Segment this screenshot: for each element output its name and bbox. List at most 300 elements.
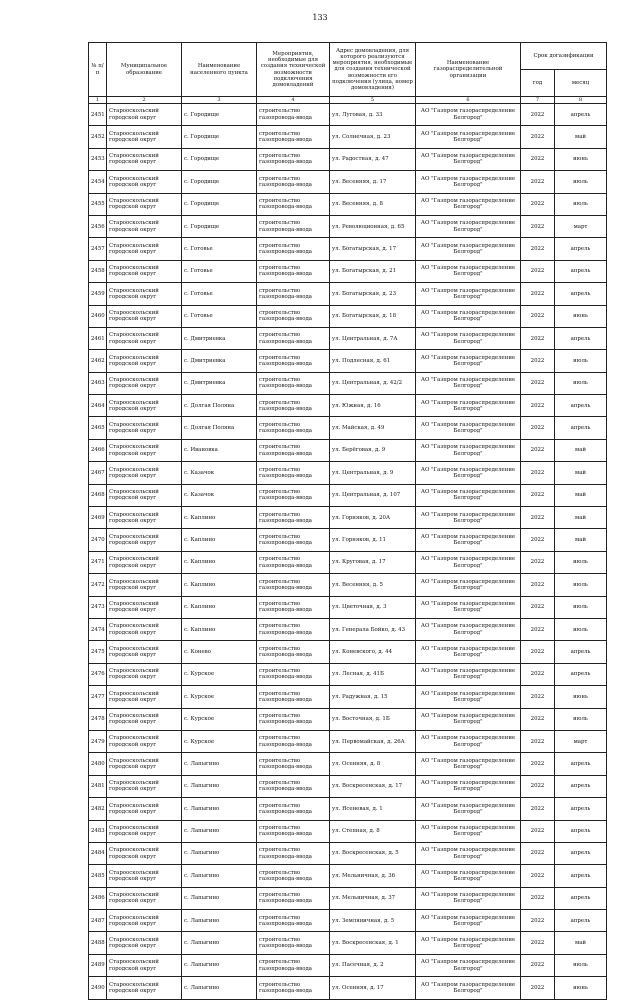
year-cell: 2022	[521, 932, 555, 954]
month-cell: июль	[555, 954, 607, 976]
org-cell: АО "Газпром газораспределение Белгород"	[416, 484, 521, 506]
row-number: 2480	[89, 753, 107, 775]
row-number: 2467	[89, 462, 107, 484]
settlement-cell: с. Ивановка	[182, 439, 257, 461]
table-row	[89, 215, 607, 237]
table-row	[89, 395, 607, 417]
municipality-cell: Старооскольский городской округ	[107, 484, 182, 506]
settlement-cell: с. Готовье	[182, 238, 257, 260]
year-cell: 2022	[521, 484, 555, 506]
year-cell: 2022	[521, 126, 555, 148]
year-cell: 2022	[521, 977, 555, 999]
year-cell: 2022	[521, 842, 555, 864]
table-row	[89, 574, 607, 596]
measures-cell: строительство газопровода-ввода	[257, 842, 330, 864]
address-cell: ул. Земляничная, д. 5	[330, 910, 416, 932]
address-cell: ул. Осенняя, д. 8	[330, 753, 416, 775]
org-cell: АО "Газпром газораспределение Белгород"	[416, 596, 521, 618]
year-cell: 2022	[521, 596, 555, 618]
org-cell: АО "Газпром газораспределение Белгород"	[416, 753, 521, 775]
address-cell: ул. Осенняя, д. 17	[330, 977, 416, 999]
measures-cell: строительство газопровода-ввода	[257, 193, 330, 215]
year-cell: 2022	[521, 618, 555, 640]
measures-cell: строительство газопровода-ввода	[257, 439, 330, 461]
year-cell: 2022	[521, 663, 555, 685]
address-cell: ул. Богатырская, д. 18	[330, 305, 416, 327]
org-cell: АО "Газпром газораспределение Белгород"	[416, 126, 521, 148]
address-cell: ул. Ясеневая, д. 1	[330, 798, 416, 820]
settlement-cell: с. Лапыгино	[182, 887, 257, 909]
row-number: 2464	[89, 395, 107, 417]
year-cell: 2022	[521, 462, 555, 484]
row-number: 2482	[89, 798, 107, 820]
month-cell: апрель	[555, 910, 607, 932]
table-row	[89, 148, 607, 170]
row-number: 2479	[89, 730, 107, 752]
municipality-cell: Старооскольский городской округ	[107, 507, 182, 529]
row-number: 2477	[89, 686, 107, 708]
year-cell: 2022	[521, 215, 555, 237]
org-cell: АО "Газпром газораспределение Белгород"	[416, 327, 521, 349]
settlement-cell: с. Лапыгино	[182, 954, 257, 976]
address-cell: ул. Весенняя, д. 5	[330, 574, 416, 596]
org-cell: АО "Газпром газораспределение Белгород"	[416, 193, 521, 215]
column-number-row	[89, 97, 607, 104]
address-cell: ул. Центральная, д. 9	[330, 462, 416, 484]
address-cell: ул. Южная, д. 16	[330, 395, 416, 417]
measures-cell: строительство газопровода-ввода	[257, 753, 330, 775]
table-row	[89, 775, 607, 797]
settlement-cell: с. Курское	[182, 708, 257, 730]
year-cell: 2022	[521, 327, 555, 349]
table-row	[89, 126, 607, 148]
table-row	[89, 753, 607, 775]
table-row	[89, 372, 607, 394]
settlement-cell: с. Каплино	[182, 507, 257, 529]
municipality-cell: Старооскольский городской округ	[107, 887, 182, 909]
org-cell: АО "Газпром газораспределение Белгород"	[416, 574, 521, 596]
municipality-cell: Старооскольский городской округ	[107, 238, 182, 260]
org-cell: АО "Газпром газораспределение Белгород"	[416, 395, 521, 417]
measures-cell: строительство газопровода-ввода	[257, 932, 330, 954]
month-cell: июль	[555, 193, 607, 215]
month-cell: апрель	[555, 327, 607, 349]
org-cell: АО "Газпром газораспределение Белгород"	[416, 171, 521, 193]
municipality-cell: Старооскольский городской округ	[107, 171, 182, 193]
year-cell: 2022	[521, 148, 555, 170]
address-cell: ул. Центральная, д. 7А	[330, 327, 416, 349]
org-cell: АО "Газпром газораспределение Белгород"	[416, 798, 521, 820]
municipality-cell: Старооскольский городской округ	[107, 775, 182, 797]
month-cell: апрель	[555, 395, 607, 417]
municipality-cell: Старооскольский городской округ	[107, 305, 182, 327]
org-cell: АО "Газпром газораспределение Белгород"	[416, 708, 521, 730]
row-number: 2472	[89, 574, 107, 596]
address-cell: ул. Богатырская, д. 21	[330, 260, 416, 282]
org-cell: АО "Газпром газораспределение Белгород"	[416, 842, 521, 864]
row-number: 2474	[89, 618, 107, 640]
measures-cell: строительство газопровода-ввода	[257, 865, 330, 887]
measures-cell: строительство газопровода-ввода	[257, 126, 330, 148]
municipality-cell: Старооскольский городской округ	[107, 148, 182, 170]
measures-cell: строительство газопровода-ввода	[257, 395, 330, 417]
table-row	[89, 798, 607, 820]
table-row	[89, 954, 607, 976]
table-row	[89, 551, 607, 573]
year-cell: 2022	[521, 798, 555, 820]
month-cell: июль	[555, 350, 607, 372]
settlement-cell: с. Курское	[182, 686, 257, 708]
month-cell: апрель	[555, 887, 607, 909]
row-number: 2451	[89, 104, 107, 126]
row-number: 2466	[89, 439, 107, 461]
address-cell: ул. Первомайская, д. 26А	[330, 730, 416, 752]
settlement-cell: с. Дмитриевка	[182, 350, 257, 372]
settlement-cell: с. Каплино	[182, 618, 257, 640]
settlement-cell: с. Курское	[182, 663, 257, 685]
measures-cell: строительство газопровода-ввода	[257, 910, 330, 932]
settlement-cell: с. Казачок	[182, 462, 257, 484]
year-cell: 2022	[521, 171, 555, 193]
table-row	[89, 305, 607, 327]
org-cell: АО "Газпром газораспределение Белгород"	[416, 148, 521, 170]
municipality-cell: Старооскольский городской округ	[107, 439, 182, 461]
settlement-cell: с. Курское	[182, 730, 257, 752]
municipality-cell: Старооскольский городской округ	[107, 551, 182, 573]
measures-cell: строительство газопровода-ввода	[257, 372, 330, 394]
row-number: 2469	[89, 507, 107, 529]
municipality-cell: Старооскольский городской округ	[107, 798, 182, 820]
measures-cell: строительство газопровода-ввода	[257, 462, 330, 484]
row-number: 2484	[89, 842, 107, 864]
org-cell: АО "Газпром газораспределение Белгород"	[416, 775, 521, 797]
table-row	[89, 104, 607, 126]
settlement-cell: с. Каплино	[182, 529, 257, 551]
address-cell: ул. Майская, д. 49	[330, 417, 416, 439]
table-row	[89, 327, 607, 349]
header-settlement: Наименование населенного пункта	[182, 43, 257, 97]
org-cell: АО "Газпром газораспределение Белгород"	[416, 820, 521, 842]
measures-cell: строительство газопровода-ввода	[257, 104, 330, 126]
settlement-cell: с. Лапыгино	[182, 865, 257, 887]
row-number: 2488	[89, 932, 107, 954]
table-row	[89, 686, 607, 708]
year-cell: 2022	[521, 305, 555, 327]
address-cell: ул. Центральная, д. 107	[330, 484, 416, 506]
table-row	[89, 283, 607, 305]
month-cell: май	[555, 932, 607, 954]
address-cell: ул. Лесная, д. 41Б	[330, 663, 416, 685]
month-cell: апрель	[555, 820, 607, 842]
row-number: 2470	[89, 529, 107, 551]
settlement-cell: с. Каплино	[182, 574, 257, 596]
address-cell: ул. Воскресенская, д. 1	[330, 932, 416, 954]
settlement-cell: с. Каплино	[182, 596, 257, 618]
row-number: 2483	[89, 820, 107, 842]
col-number: 5	[330, 97, 416, 104]
col-number: 2	[107, 97, 182, 104]
row-number: 2453	[89, 148, 107, 170]
settlement-cell: с. Казачок	[182, 484, 257, 506]
row-number: 2459	[89, 283, 107, 305]
org-cell: АО "Газпром газораспределение Белгород"	[416, 618, 521, 640]
org-cell: АО "Газпром газораспределение Белгород"	[416, 417, 521, 439]
row-number: 2481	[89, 775, 107, 797]
address-cell: ул. Подлесная, д. 61	[330, 350, 416, 372]
row-number: 2465	[89, 417, 107, 439]
address-cell: ул. Весенняя, д. 17	[330, 171, 416, 193]
measures-cell: строительство газопровода-ввода	[257, 663, 330, 685]
month-cell: июль	[555, 372, 607, 394]
settlement-cell: с. Лапыгино	[182, 977, 257, 999]
address-cell: ул. Восточная, д. 1Б	[330, 708, 416, 730]
settlement-cell: с. Готовье	[182, 283, 257, 305]
month-cell: апрель	[555, 753, 607, 775]
municipality-cell: Старооскольский городской округ	[107, 686, 182, 708]
address-cell: ул. Центральная, д. 42/2	[330, 372, 416, 394]
year-cell: 2022	[521, 641, 555, 663]
row-number: 2462	[89, 350, 107, 372]
org-cell: АО "Газпром газораспределение Белгород"	[416, 686, 521, 708]
address-cell: ул. Генерала Бойко, д. 43	[330, 618, 416, 640]
row-number: 2489	[89, 954, 107, 976]
address-cell: ул. Степная, д. 8	[330, 820, 416, 842]
month-cell: апрель	[555, 842, 607, 864]
municipality-cell: Старооскольский городской округ	[107, 708, 182, 730]
measures-cell: строительство газопровода-ввода	[257, 820, 330, 842]
row-number: 2461	[89, 327, 107, 349]
row-number: 2490	[89, 977, 107, 999]
measures-cell: строительство газопровода-ввода	[257, 350, 330, 372]
municipality-cell: Старооскольский городской округ	[107, 641, 182, 663]
address-cell: ул. Революционная, д. 65	[330, 215, 416, 237]
settlement-cell: с. Городище	[182, 148, 257, 170]
table-row	[89, 977, 607, 999]
table-row	[89, 171, 607, 193]
table-row	[89, 887, 607, 909]
row-number: 2460	[89, 305, 107, 327]
measures-cell: строительство газопровода-ввода	[257, 171, 330, 193]
address-cell: ул. Воскресенская, д. 17	[330, 775, 416, 797]
month-cell: июль	[555, 708, 607, 730]
month-cell: май	[555, 507, 607, 529]
address-cell: ул. Солнечная, д. 23	[330, 126, 416, 148]
month-cell: июль	[555, 596, 607, 618]
municipality-cell: Старооскольский городской округ	[107, 350, 182, 372]
settlement-cell: с. Долгая Поляна	[182, 417, 257, 439]
municipality-cell: Старооскольский городской округ	[107, 215, 182, 237]
municipality-cell: Старооскольский городской округ	[107, 395, 182, 417]
row-number: 2487	[89, 910, 107, 932]
org-cell: АО "Газпром газораспределение Белгород"	[416, 372, 521, 394]
table-row	[89, 417, 607, 439]
org-cell: АО "Газпром газораспределение Белгород"	[416, 663, 521, 685]
header-municipality: Муниципальное образование	[107, 43, 182, 97]
settlement-cell: с. Лапыгино	[182, 820, 257, 842]
header-org: Наименование газораспределительной организации	[416, 43, 521, 97]
table-row	[89, 910, 607, 932]
measures-cell: строительство газопровода-ввода	[257, 283, 330, 305]
header-num: № п/п	[89, 43, 107, 97]
gasification-table	[88, 42, 607, 1000]
settlement-cell: с. Конево	[182, 641, 257, 663]
year-cell: 2022	[521, 775, 555, 797]
month-cell: апрель	[555, 641, 607, 663]
month-cell: май	[555, 439, 607, 461]
header-month: месяц	[555, 70, 607, 97]
org-cell: АО "Газпром газораспределение Белгород"	[416, 462, 521, 484]
month-cell: июль	[555, 171, 607, 193]
measures-cell: строительство газопровода-ввода	[257, 954, 330, 976]
address-cell: ул. Пасечная, д. 2	[330, 954, 416, 976]
table-row	[89, 820, 607, 842]
org-cell: АО "Газпром газораспределение Белгород"	[416, 954, 521, 976]
measures-cell: строительство газопровода-ввода	[257, 529, 330, 551]
settlement-cell: с. Каплино	[182, 551, 257, 573]
year-cell: 2022	[521, 439, 555, 461]
municipality-cell: Старооскольский городской округ	[107, 820, 182, 842]
settlement-cell: с. Лапыгино	[182, 753, 257, 775]
month-cell: апрель	[555, 238, 607, 260]
month-cell: май	[555, 126, 607, 148]
measures-cell: строительство газопровода-ввода	[257, 641, 330, 663]
table-row	[89, 462, 607, 484]
settlement-cell: с. Городище	[182, 171, 257, 193]
measures-cell: строительство газопровода-ввода	[257, 417, 330, 439]
year-cell: 2022	[521, 686, 555, 708]
table-row	[89, 484, 607, 506]
row-number: 2458	[89, 260, 107, 282]
year-cell: 2022	[521, 753, 555, 775]
year-cell: 2022	[521, 350, 555, 372]
org-cell: АО "Газпром газораспределение Белгород"	[416, 507, 521, 529]
row-number: 2455	[89, 193, 107, 215]
col-number: 6	[416, 97, 521, 104]
measures-cell: строительство газопровода-ввода	[257, 618, 330, 640]
month-cell: июнь	[555, 148, 607, 170]
org-cell: АО "Газпром газораспределение Белгород"	[416, 529, 521, 551]
settlement-cell: с. Городище	[182, 104, 257, 126]
row-number: 2471	[89, 551, 107, 573]
municipality-cell: Старооскольский городской округ	[107, 663, 182, 685]
measures-cell: строительство газопровода-ввода	[257, 596, 330, 618]
row-number: 2457	[89, 238, 107, 260]
month-cell: июнь	[555, 305, 607, 327]
table-row	[89, 708, 607, 730]
measures-cell: строительство газопровода-ввода	[257, 708, 330, 730]
measures-cell: строительство газопровода-ввода	[257, 305, 330, 327]
address-cell: ул. Богатырская, д. 17	[330, 238, 416, 260]
month-cell: апрель	[555, 865, 607, 887]
org-cell: АО "Газпром газораспределение Белгород"	[416, 305, 521, 327]
month-cell: апрель	[555, 775, 607, 797]
measures-cell: строительство газопровода-ввода	[257, 215, 330, 237]
table-body	[89, 104, 607, 1000]
address-cell: ул. Воскресенская, д. 5	[330, 842, 416, 864]
col-number: 7	[521, 97, 555, 104]
municipality-cell: Старооскольский городской округ	[107, 618, 182, 640]
municipality-cell: Старооскольский городской округ	[107, 753, 182, 775]
municipality-cell: Старооскольский городской округ	[107, 596, 182, 618]
year-cell: 2022	[521, 887, 555, 909]
municipality-cell: Старооскольский городской округ	[107, 327, 182, 349]
year-cell: 2022	[521, 104, 555, 126]
municipality-cell: Старооскольский городской округ	[107, 865, 182, 887]
header-year: год	[521, 70, 555, 97]
settlement-cell: с. Лапыгино	[182, 932, 257, 954]
table-row	[89, 238, 607, 260]
municipality-cell: Старооскольский городской округ	[107, 574, 182, 596]
table-row	[89, 865, 607, 887]
address-cell: ул. Коневского, д. 44	[330, 641, 416, 663]
org-cell: АО "Газпром газораспределение Белгород"	[416, 730, 521, 752]
municipality-cell: Старооскольский городской округ	[107, 932, 182, 954]
settlement-cell: с. Городище	[182, 126, 257, 148]
year-cell: 2022	[521, 395, 555, 417]
settlement-cell: с. Дмитриевка	[182, 327, 257, 349]
address-cell: ул. Берёговая, д. 9	[330, 439, 416, 461]
address-cell: ул. Мельничная, д. 36	[330, 865, 416, 887]
table-row	[89, 618, 607, 640]
settlement-cell: с. Готовье	[182, 260, 257, 282]
col-number: 8	[555, 97, 607, 104]
col-number: 3	[182, 97, 257, 104]
month-cell: март	[555, 215, 607, 237]
table-row	[89, 439, 607, 461]
year-cell: 2022	[521, 730, 555, 752]
year-cell: 2022	[521, 954, 555, 976]
measures-cell: строительство газопровода-ввода	[257, 574, 330, 596]
row-number: 2473	[89, 596, 107, 618]
month-cell: апрель	[555, 260, 607, 282]
municipality-cell: Старооскольский городской округ	[107, 954, 182, 976]
table-row	[89, 641, 607, 663]
row-number: 2476	[89, 663, 107, 685]
measures-cell: строительство газопровода-ввода	[257, 327, 330, 349]
address-cell: ул. Горняков, д. 11	[330, 529, 416, 551]
col-number: 1	[89, 97, 107, 104]
address-cell: ул. Круговая, д. 17	[330, 551, 416, 573]
address-cell: ул. Цветочная, д. 3	[330, 596, 416, 618]
municipality-cell: Старооскольский городской округ	[107, 977, 182, 999]
measures-cell: строительство газопровода-ввода	[257, 260, 330, 282]
table-row	[89, 932, 607, 954]
measures-cell: строительство газопровода-ввода	[257, 798, 330, 820]
address-cell: ул. Горняков, д. 20А	[330, 507, 416, 529]
month-cell: июль	[555, 574, 607, 596]
org-cell: АО "Газпром газораспределение Белгород"	[416, 551, 521, 573]
municipality-cell: Старооскольский городской округ	[107, 283, 182, 305]
org-cell: АО "Газпром газораспределение Белгород"	[416, 215, 521, 237]
org-cell: АО "Газпром газораспределение Белгород"	[416, 439, 521, 461]
address-cell: ул. Радужная, д. 15	[330, 686, 416, 708]
measures-cell: строительство газопровода-ввода	[257, 507, 330, 529]
month-cell: апрель	[555, 663, 607, 685]
month-cell: июнь	[555, 977, 607, 999]
year-cell: 2022	[521, 529, 555, 551]
municipality-cell: Старооскольский городской округ	[107, 126, 182, 148]
year-cell: 2022	[521, 238, 555, 260]
measures-cell: строительство газопровода-ввода	[257, 686, 330, 708]
table-row	[89, 507, 607, 529]
month-cell: апрель	[555, 283, 607, 305]
measures-cell: строительство газопровода-ввода	[257, 977, 330, 999]
header-measures: Мероприятия, необходимые для создания технической возможности подключения домовладений	[257, 43, 330, 97]
address-cell: ул. Мельничная, д. 37	[330, 887, 416, 909]
org-cell: АО "Газпром газораспределение Белгород"	[416, 977, 521, 999]
month-cell: июль	[555, 618, 607, 640]
org-cell: АО "Газпром газораспределение Белгород"	[416, 865, 521, 887]
